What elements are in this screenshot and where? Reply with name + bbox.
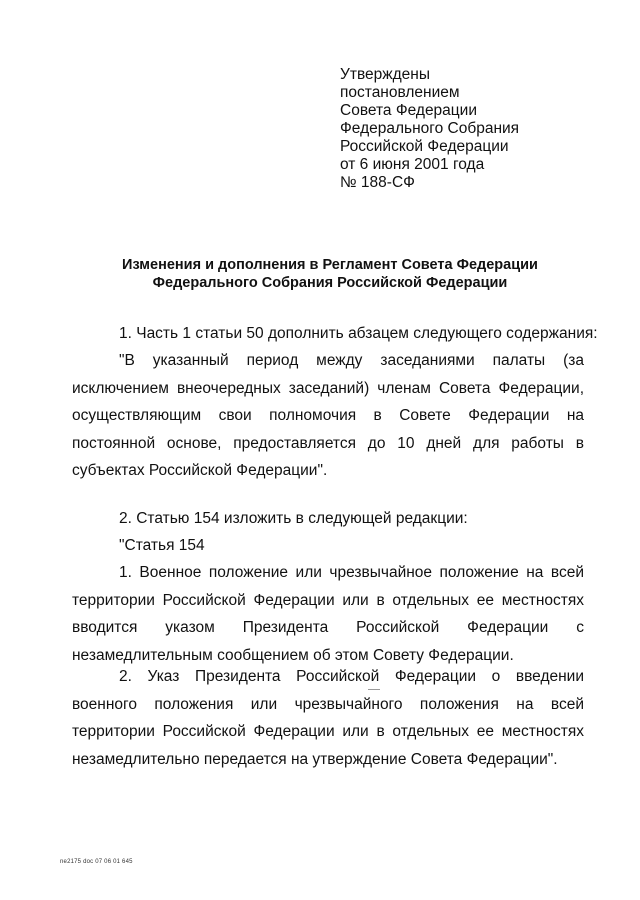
footer-code: ne2175 doc 07 06 01 645: [60, 859, 133, 865]
item1-text: "В указанный период между заседаниями палаты (за исключением внеочередных заседаний) членам Совета Федерации, осуществляющим свои полномочия в Совете Федерации на постоянной основе, предоставляется до 10 дней для работы в субъектах Российской Федерации".: [72, 352, 584, 479]
item1-heading: 1. Часть 1 статьи 50 дополнить абзацем следующего содержания:: [119, 325, 598, 342]
article-heading: "Статья 154: [119, 537, 205, 554]
document-title: [60, 256, 600, 292]
approval-line: Российской Федерации: [340, 138, 509, 155]
title-line-2: Федерального Собрания Российской Федерации: [152, 275, 508, 291]
approval-line: Утверждены: [340, 66, 430, 83]
approval-stamp: [340, 66, 600, 192]
item2-heading: 2. Статью 154 изложить в следующей редакции:: [119, 510, 468, 527]
approval-line: от 6 июня 2001 года: [340, 156, 485, 173]
article-paragraph-2: 2. Указ Президента Российской Федерации о введении военного положения или чрезвычайного положения на всей территории Российской Федерации или в отдельных ее местностях незамедлительно передается на утверждение Совета Федерации".: [72, 668, 584, 768]
article-paragraph-1: 1. Военное положение или чрезвычайное положение на всей территории Российской Федерации или в отдельных ее местностях вводится указом Президента Российской Федерации с незамедлительным сообщением об этом Совету Федерации.: [72, 564, 584, 664]
scan-speck: [368, 689, 380, 690]
approval-line: Совета Федерации: [340, 102, 477, 119]
approval-line: № 188-СФ: [340, 174, 415, 191]
title-line-1: Изменения и дополнения в Регламент Совета Федерации: [122, 257, 538, 273]
approval-line: постановлением: [340, 84, 460, 101]
approval-line: Федерального Собрания: [340, 120, 520, 137]
